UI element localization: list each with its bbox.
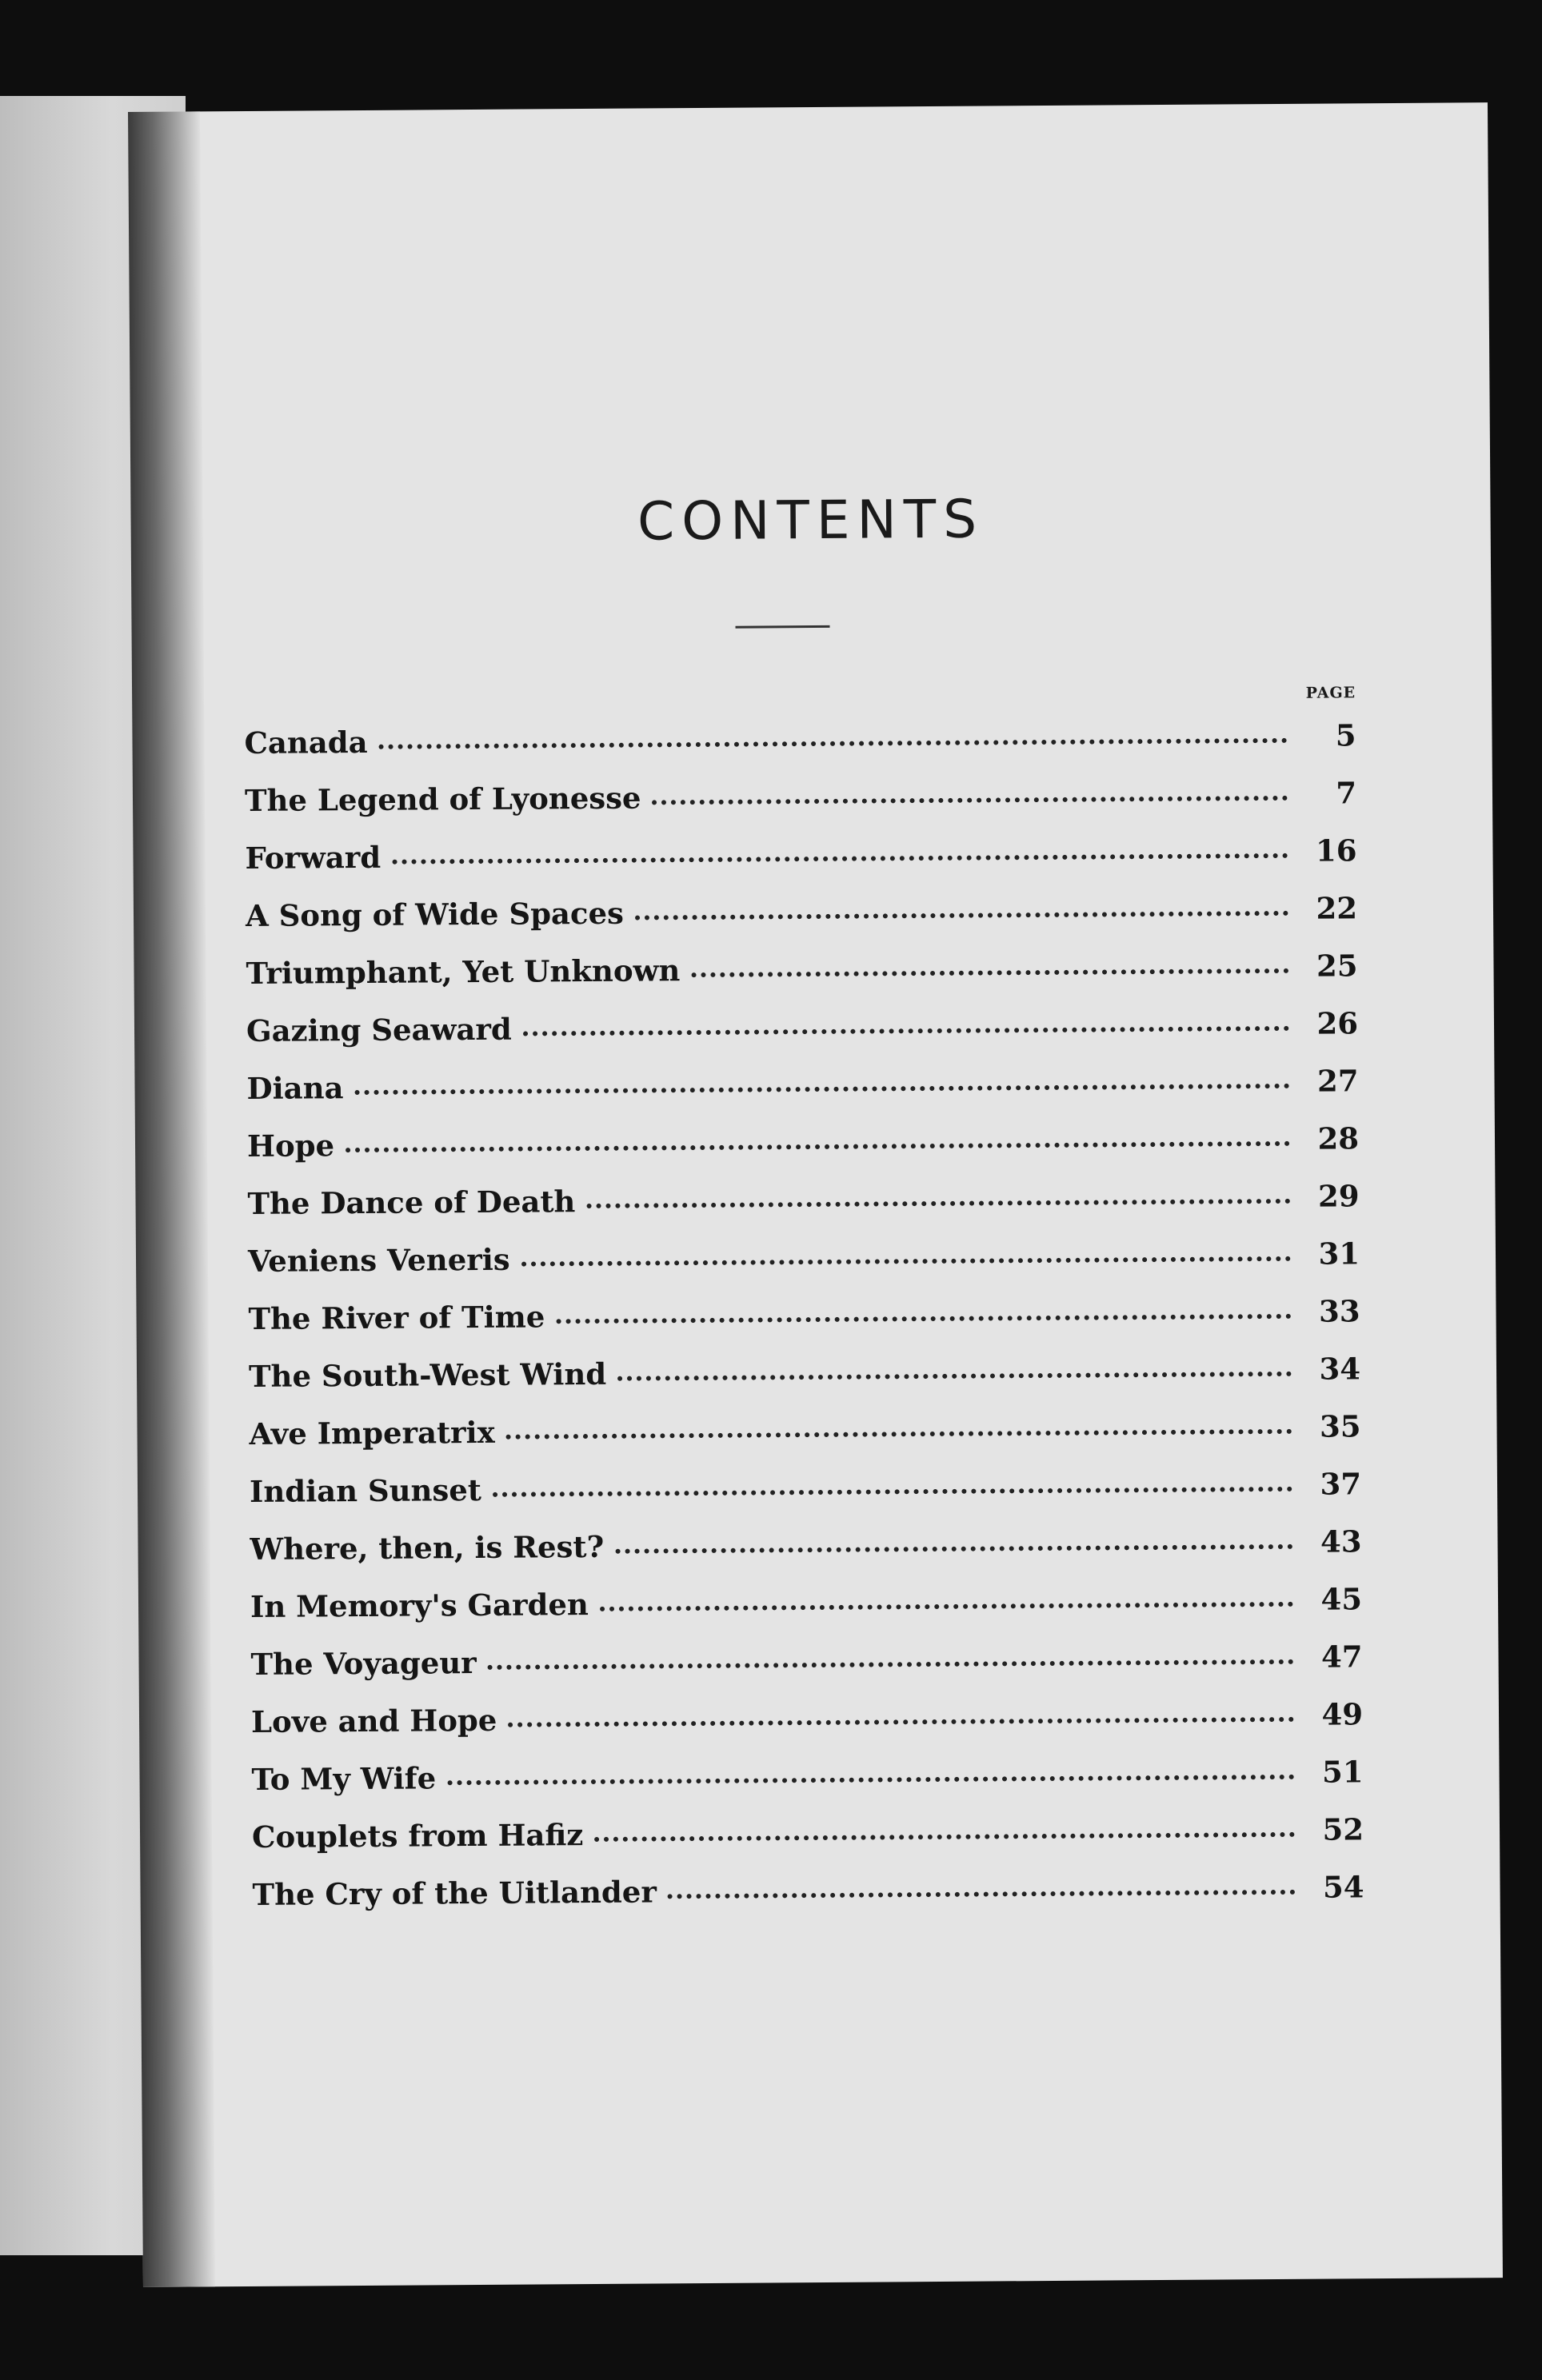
toc-entry-page: 54 [1322,1869,1364,1905]
toc-entry-page: 7 [1336,775,1357,811]
contents-page [128,102,1503,2287]
toc-entry [251,1754,1363,1819]
toc-entry-page: 35 [1319,1408,1361,1444]
dot-leader [355,1084,1290,1095]
dot-leader [594,1832,1295,1842]
toc-entry [252,1869,1364,1935]
toc-entry-title: Veniens Veneris [247,1241,510,1279]
toc-entry-title: Where, then, is Rest? [250,1528,605,1567]
dot-leader [615,1544,1292,1554]
toc-entry [250,1581,1362,1647]
toc-entry-page: 26 [1316,1005,1359,1041]
dot-leader [493,1487,1292,1497]
dot-leader [617,1372,1292,1381]
toc-entry-title: The River of Time [248,1299,545,1336]
toc-entry-page: 27 [1316,1063,1359,1099]
toc-entry [250,1466,1361,1531]
dot-leader [346,1141,1290,1152]
dot-leader [600,1602,1293,1611]
dot-leader [392,853,1288,865]
toc-entry-page: 22 [1316,890,1358,926]
dot-leader [586,1199,1290,1208]
dot-leader [653,796,1288,805]
toc-entry-page: 43 [1320,1523,1362,1559]
toc-entry-page: 33 [1318,1293,1360,1329]
toc-entry [252,1811,1364,1877]
toc-entry-title: The South-West Wind [248,1356,607,1394]
dot-leader [635,911,1288,920]
toc-entry-title: The Cry of the Uitlander [252,1874,657,1912]
toc-entry-title: Canada [244,724,368,761]
toc-entry-page: 25 [1316,948,1358,984]
toc-entry-page: 5 [1335,717,1356,753]
toc-entry-page: 49 [1321,1696,1364,1732]
dot-leader [447,1775,1294,1785]
dot-leader [521,1256,1291,1267]
toc-entry-title: Ave Imperatrix [249,1414,495,1452]
dot-leader [668,1890,1296,1899]
toc-entry [250,1639,1362,1704]
dot-leader [508,1717,1294,1727]
toc-entry-page: 47 [1320,1639,1363,1675]
toc-entry [245,833,1356,898]
toc-entry-title: Couplets from Hafiz [251,1817,584,1855]
toc-entry-page: 51 [1321,1754,1364,1790]
toc-entry [248,1293,1360,1359]
title-divider [736,625,830,629]
dot-leader [379,738,1288,749]
toc-entry-title: In Memory's Garden [250,1587,589,1624]
toc-entry [249,1351,1360,1416]
toc-entry [251,1696,1363,1762]
toc-entry-title: The Dance of Death [247,1184,576,1221]
toc-entry-title: Hope [246,1128,335,1164]
toc-entry [246,890,1357,956]
toc-entry [247,1120,1359,1186]
toc-entry-page: 37 [1320,1466,1362,1502]
toc-entry-page: 52 [1322,1811,1364,1847]
toc-entry-title: The Legend of Lyonesse [244,780,641,819]
toc-entry [248,1236,1360,1301]
table-of-contents [244,717,1364,1935]
page-title: CONTENTS [637,488,985,553]
toc-entry [246,1063,1358,1128]
toc-entry [250,1523,1361,1589]
toc-entry-title: Triumphant, Yet Unknown [246,952,681,991]
toc-entry [249,1408,1360,1474]
toc-entry-page: 29 [1317,1178,1360,1214]
toc-entry-title: Gazing Seaward [246,1011,512,1048]
toc-entry-title: To My Wife [251,1760,437,1797]
toc-entry-title: A Song of Wide Spaces [245,895,625,933]
toc-entry-title: Diana [246,1070,344,1106]
dot-leader [488,1659,1294,1670]
toc-entry-page: 45 [1320,1581,1363,1617]
toc-entry [245,775,1356,841]
toc-entry-page: 16 [1315,833,1357,869]
toc-entry [246,1005,1358,1071]
toc-entry-page: 34 [1319,1351,1361,1387]
toc-entry-title: Love and Hope [250,1702,497,1739]
dot-leader [691,968,1288,977]
dot-leader [506,1429,1292,1440]
toc-entry [244,717,1356,783]
toc-entry-title: Forward [245,839,382,876]
toc-entry [246,948,1357,1013]
toc-entry-page: 28 [1317,1120,1360,1156]
toc-entry-title: The Voyageur [250,1645,477,1682]
toc-entry-page: 31 [1318,1236,1360,1272]
dot-leader [523,1026,1289,1036]
toc-entry [247,1178,1359,1244]
toc-entry-title: Indian Sunset [249,1472,482,1509]
book-gutter-shadow [128,111,215,2287]
page-column-header: PAGE [1305,684,1356,702]
dot-leader [556,1314,1291,1324]
